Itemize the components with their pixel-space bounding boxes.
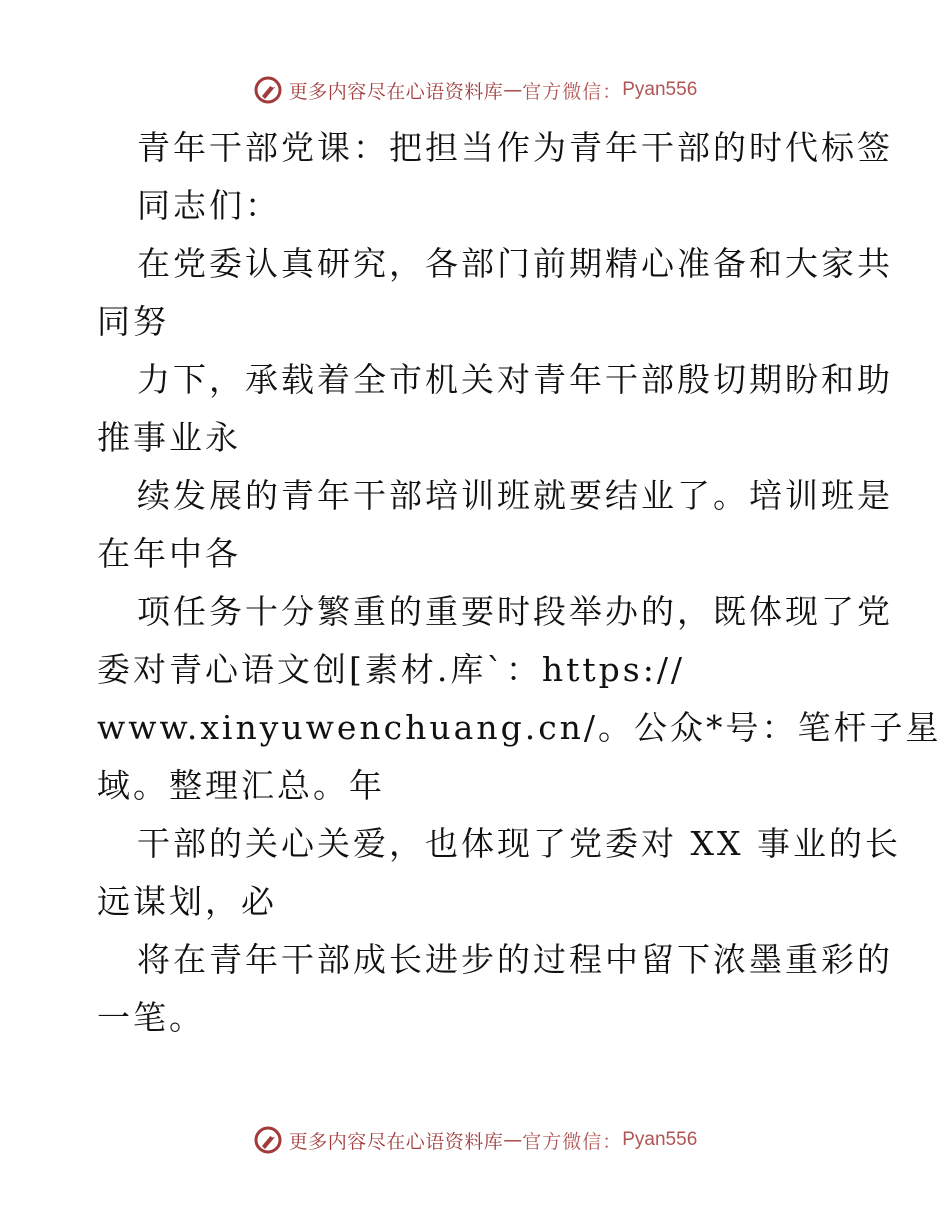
body-line: 干部的关心关爱，也体现了党委对 XX 事业的长: [137, 824, 901, 863]
body-line: 将在青年干部成长进步的过程中留下浓墨重彩的: [137, 940, 893, 979]
header-banner: [0, 72, 950, 108]
pen-logo-icon: [253, 1125, 283, 1155]
body-line: 同努: [97, 302, 169, 341]
banner-separator: —: [503, 1129, 523, 1151]
pen-logo-icon: [253, 75, 283, 105]
body-line: www.xinyuwenchuang.cn/。公众*号：笔杆子星: [97, 708, 942, 747]
banner-main-text: 更多内容尽在心语资料库: [288, 80, 504, 103]
salutation: 同志们：: [137, 186, 281, 225]
body-line: 力下，承载着全市机关对青年干部殷切期盼和助: [137, 360, 893, 399]
body-line: 委对青心语文创[素材.库`：https://: [97, 650, 686, 689]
body-line: 远谋划，必: [97, 882, 277, 921]
banner-wechat-id: Pyan556: [622, 79, 698, 100]
banner-wechat-id: Pyan556: [622, 1129, 698, 1150]
body-line: 项任务十分繁重的重要时段举办的，既体现了党: [137, 592, 893, 631]
body-line: 域。整理汇总。年: [97, 766, 385, 805]
body-line: 推事业永: [97, 418, 241, 457]
document-title: 青年干部党课：把担当作为青年干部的时代标签: [137, 128, 893, 167]
footer-banner: [0, 1122, 950, 1158]
banner-separator: —: [503, 79, 523, 101]
banner-wechat-label: 官方微信：: [522, 80, 623, 103]
banner-wechat-label: 官方微信：: [522, 1130, 623, 1153]
body-line: 在年中各: [97, 534, 241, 573]
banner-main-text: 更多内容尽在心语资料库: [288, 1130, 504, 1153]
body-line: 一笔。: [97, 998, 205, 1037]
body-line: 续发展的青年干部培训班就要结业了。培训班是: [137, 476, 893, 515]
body-line: 在党委认真研究，各部门前期精心准备和大家共: [137, 244, 893, 283]
